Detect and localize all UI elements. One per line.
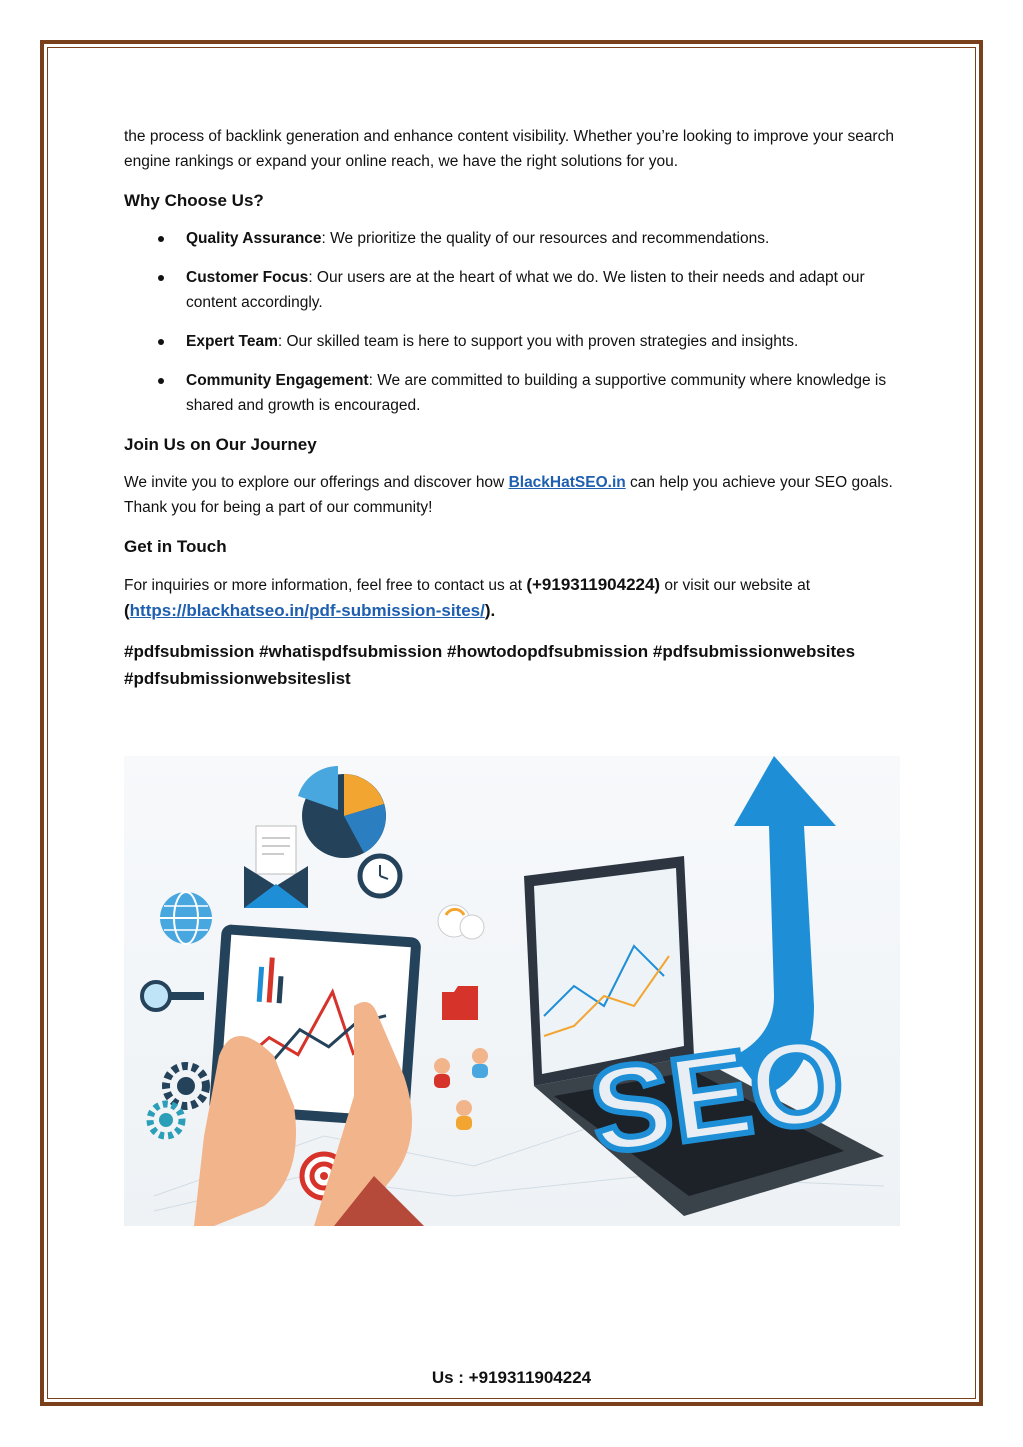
magnifier-icon	[142, 982, 204, 1010]
why-list	[124, 226, 904, 418]
pie-chart-icon	[298, 766, 386, 858]
seo-illustration-svg	[124, 756, 900, 1226]
seo-text: SEO	[582, 1011, 853, 1180]
list-item: Quality Assurance: We prioritize the quality of our resources and recommendations.	[124, 226, 904, 251]
mail-document-icon	[244, 826, 308, 908]
hashtags: #pdfsubmission #whatispdfsubmission #howtodopdfsubmission #pdfsubmissionwebsites #pdfsubmissionwebsiteslist	[124, 642, 856, 688]
bullet-icon	[158, 378, 164, 384]
touch-paragraph: For inquiries or more information, feel free to contact us at (+919311904224) or visit our website at (https://blackhatseo.in/pdf-submission-sites/).	[124, 575, 811, 620]
document-body	[124, 124, 904, 692]
list-item: Community Engagement: We are committed to building a supportive community where knowledge is shared and growth is encouraged.	[124, 368, 904, 418]
folder-icon	[442, 986, 478, 1020]
seo-illustration	[124, 756, 900, 1226]
bullet-icon	[158, 236, 164, 242]
footer-contact: Us : +919311904224	[431, 1368, 592, 1387]
cloud-icon	[438, 905, 484, 939]
why-heading: Why Choose Us?	[124, 191, 264, 210]
join-heading: Join Us on Our Journey	[124, 435, 317, 454]
list-item: Expert Team: Our skilled team is here to support you with proven strategies and insights.	[124, 329, 904, 354]
bullet-icon	[158, 275, 164, 281]
globe-icon	[160, 892, 212, 944]
touch-heading: Get in Touch	[124, 537, 227, 556]
bullet-icon	[158, 339, 164, 345]
join-paragraph: We invite you to explore our offerings and discover how BlackHatSEO.in can help you achieve your SEO goals. Thank you for being a part of our community!	[124, 474, 893, 516]
intro-paragraph: the process of backlink generation and enhance content visibility. Whether you’re looking to improve your search engine rankings or expand your online reach, we have the right solutions for you.	[124, 128, 894, 170]
clock-icon	[360, 856, 400, 896]
people-icon	[434, 1048, 488, 1130]
phone-number: (+919311904224)	[526, 575, 661, 594]
website-link[interactable]: https://blackhatseo.in/pdf-submission-sites/	[129, 601, 485, 620]
list-item: Customer Focus: Our users are at the heart of what we do. We listen to their needs and adapt our content accordingly.	[124, 265, 904, 315]
gears-icon	[150, 1066, 206, 1136]
blackhatseo-link[interactable]: BlackHatSEO.in	[508, 474, 626, 491]
